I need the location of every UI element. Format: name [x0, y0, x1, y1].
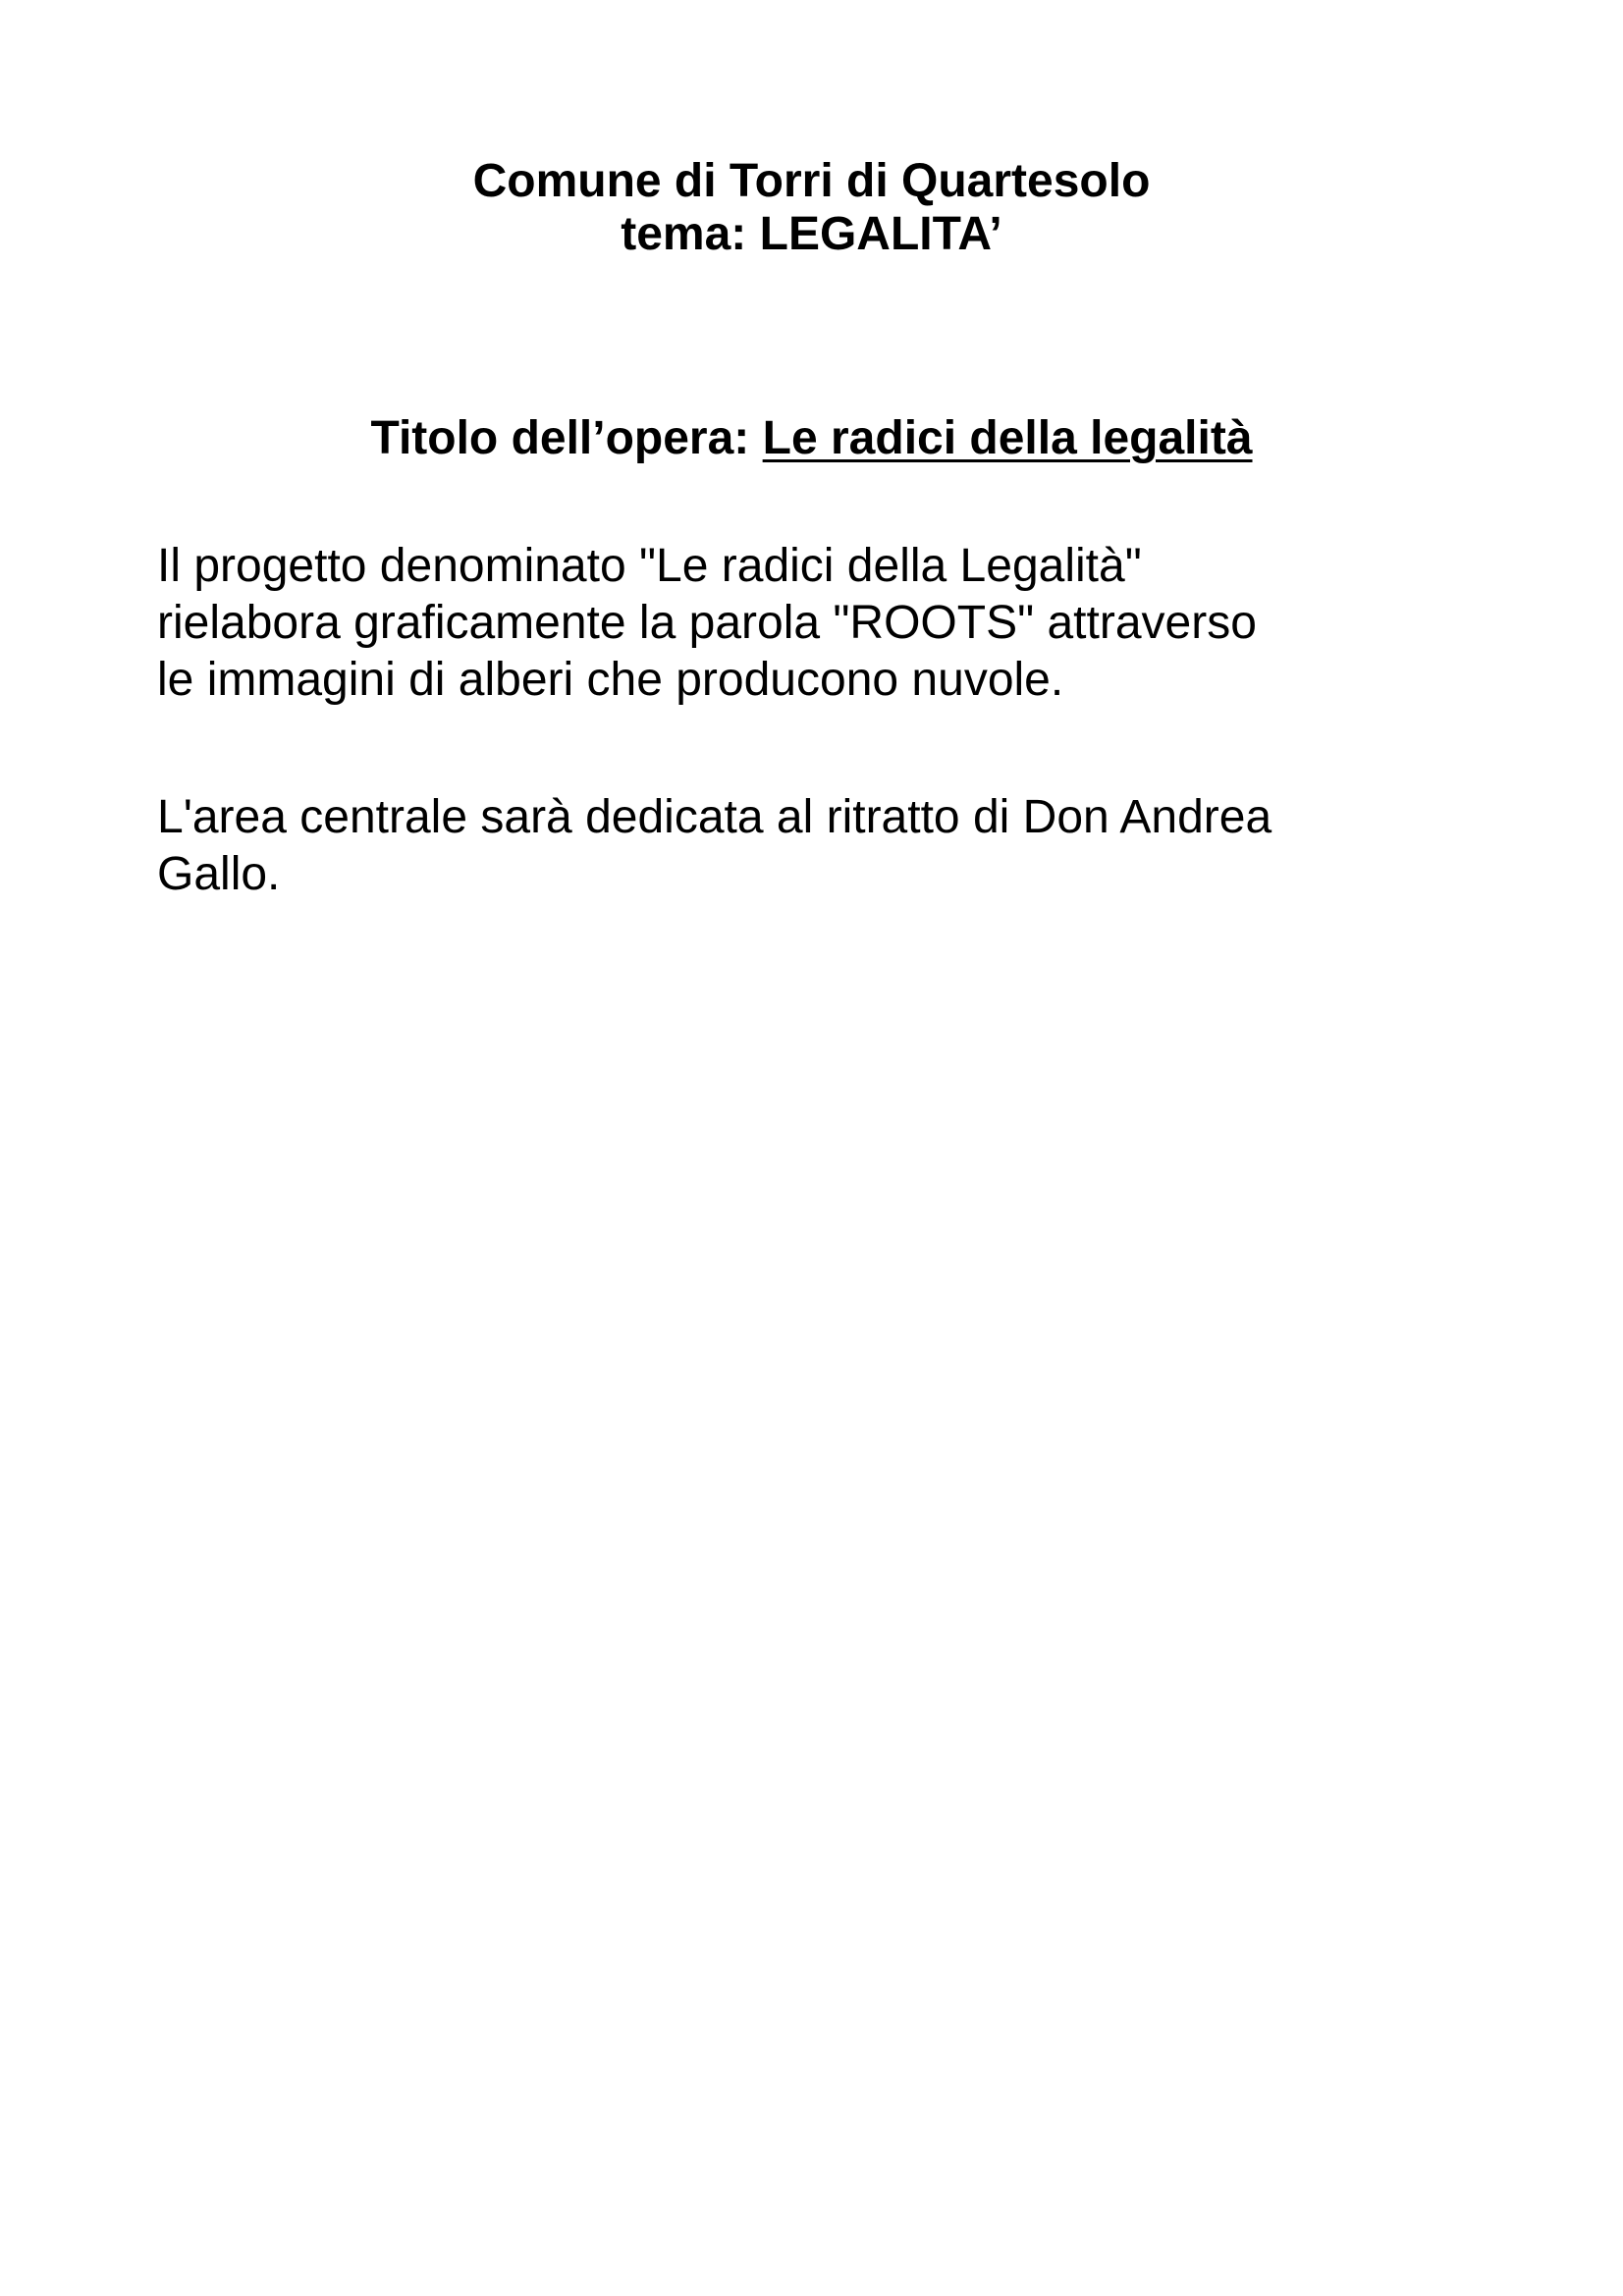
central-area-paragraph [157, 789, 1473, 903]
paragraph-line: le immagini di alberi che producono nuvole. [157, 654, 1064, 706]
municipality-name: Comune di Torri di Quartesolo [472, 155, 1151, 207]
paragraph-line: L'area centrale sarà dedicata al ritratto di Don Andrea [157, 791, 1272, 843]
work-title-label: Titolo dell’opera: [370, 412, 750, 464]
theme-line: tema: LEGALITA’ [621, 208, 1002, 260]
paragraph-line: rielabora graficamente la parola "ROOTS" attraverso [157, 597, 1257, 649]
paragraph-line: Il progetto denominato "Le radici della Legalità" [157, 540, 1142, 592]
description-paragraph [157, 538, 1473, 709]
paragraph-line: Gallo. [157, 848, 281, 900]
document-header [0, 155, 1623, 261]
work-title: Le radici della legalità [762, 412, 1253, 464]
work-title-line [0, 411, 1623, 466]
